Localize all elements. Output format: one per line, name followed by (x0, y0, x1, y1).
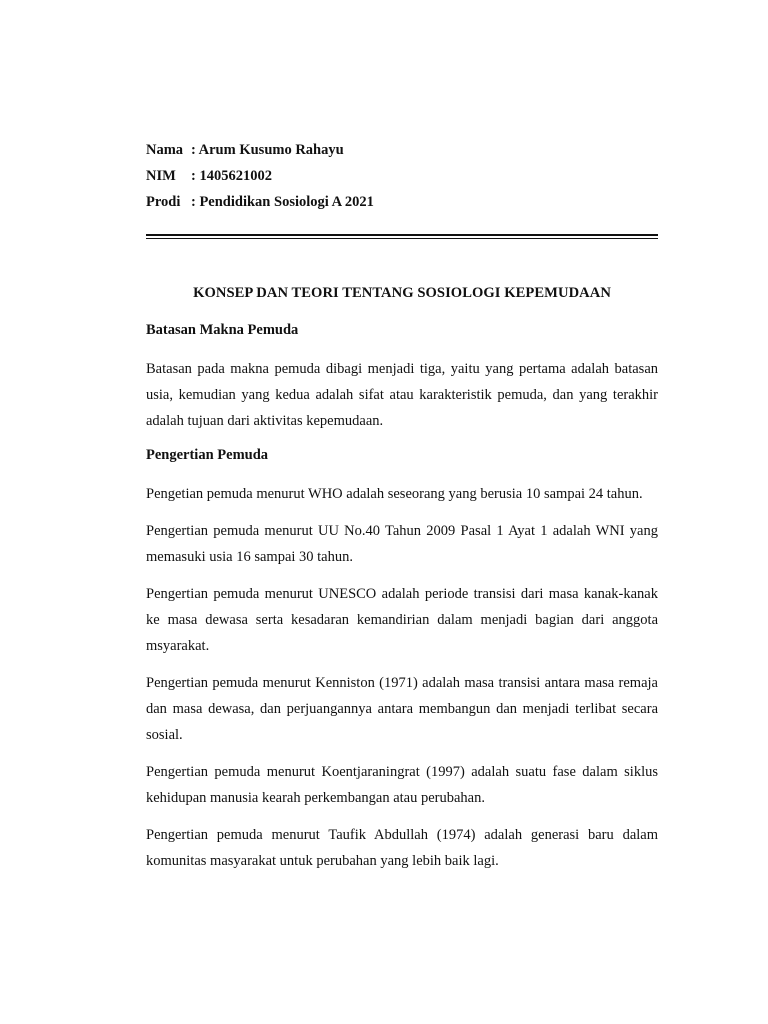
section-heading-batasan: Batasan Makna Pemuda (146, 322, 299, 338)
paragraph-who: Pengetian pemuda menurut WHO adalah seseorang yang berusia 10 sampai 24 tahun. (146, 486, 643, 502)
student-prodi-row (146, 189, 374, 215)
name-label: Nama (146, 141, 184, 158)
paragraph-taufik-abdullah: Pengertian pemuda menurut Taufik Abdullah (1974) adalah generasi baru dalam komunitas masyarakat untuk perubahan yang lebih baik lagi. (146, 827, 658, 869)
document-page (146, 0, 658, 1024)
paragraph-uu: Pengertian pemuda menurut UU No.40 Tahun 2009 Pasal 1 Ayat 1 adalah WNI yang memasuki usia 16 sampai 30 tahun. (146, 523, 658, 565)
nim-value: : 1405621002 (191, 167, 272, 184)
prodi-value: : Pendidikan Sosiologi A 2021 (191, 193, 374, 210)
student-info (146, 137, 374, 215)
paragraph-koentjaraningrat: Pengertian pemuda menurut Koentjaraningrat (1997) adalah suatu fase dalam siklus kehidupan manusia kearah perkembangan atau perubahan. (146, 764, 658, 806)
paragraph-unesco: Pengertian pemuda menurut UNESCO adalah periode transisi dari masa kanak-kanak ke masa dewasa serta kesadaran kemandirian dalam menjadi bagian dari anggota msyarakat. (146, 586, 658, 654)
document-title: KONSEP DAN TEORI TENTANG SOSIOLOGI KEPEMUDAAN (193, 285, 611, 301)
name-value: : Arum Kusumo Rahayu (191, 141, 344, 158)
section-heading-pengertian: Pengertian Pemuda (146, 447, 269, 463)
document-body (146, 320, 658, 885)
student-nim-row (146, 163, 374, 189)
divider-line-thick (146, 234, 658, 236)
nim-label: NIM (146, 167, 176, 184)
paragraph-kenniston: Pengertian pemuda menurut Kenniston (1971) adalah masa transisi antara masa remaja dan masa dewasa, dan perjuangannya antara membangun dan menjadi terlibat secara sosial. (146, 675, 658, 743)
divider-line-thin (146, 238, 658, 239)
paragraph-batasan: Batasan pada makna pemuda dibagi menjadi tiga, yaitu yang pertama adalah batasan usia, kemudian yang kedua adalah sifat atau karakteristik pemuda, dan yang terakhir adalah tujuan dari aktivitas kepemudaan. (146, 361, 658, 429)
student-name-row (146, 137, 374, 163)
prodi-label: Prodi (146, 193, 181, 210)
